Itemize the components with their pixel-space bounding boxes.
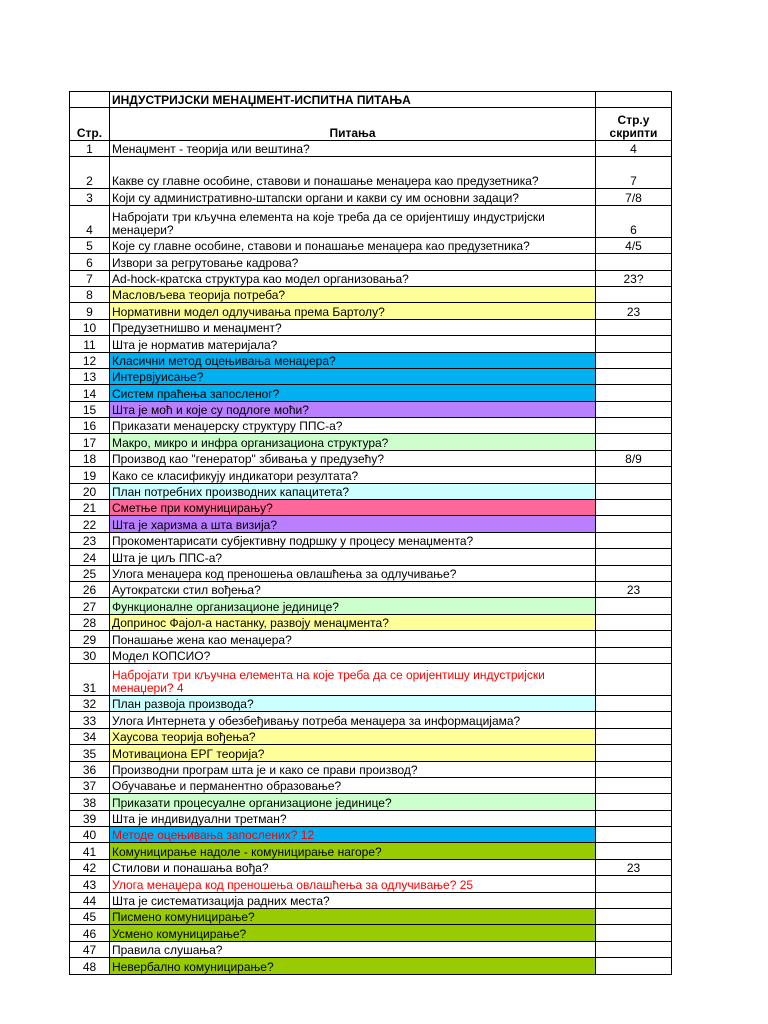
table-row <box>70 205 672 237</box>
row-number: 20 <box>70 483 110 499</box>
row-page <box>596 565 672 581</box>
row-number: 28 <box>70 614 110 630</box>
table-row <box>70 303 672 319</box>
table-row <box>70 941 672 957</box>
row-number: 36 <box>70 761 110 777</box>
row-question: Усмено комуницирање? <box>110 925 596 941</box>
row-question: Шта је норматив материјала? <box>110 336 596 352</box>
row-page <box>596 745 672 761</box>
row-page <box>596 663 672 695</box>
row-number: 13 <box>70 368 110 384</box>
row-page: 23? <box>596 270 672 286</box>
row-page <box>596 500 672 516</box>
table-row <box>70 843 672 859</box>
row-number: 5 <box>70 237 110 253</box>
title-row <box>70 92 672 108</box>
table-row <box>70 141 672 157</box>
row-page <box>596 319 672 335</box>
row-page <box>596 728 672 744</box>
row-page <box>596 761 672 777</box>
row-question: Како се класификују индикатори резултата? <box>110 467 596 483</box>
table-row <box>70 794 672 810</box>
row-question: Менаџмент - теорија или вештина? <box>110 141 596 157</box>
row-question: Сметње при комуницирању? <box>110 500 596 516</box>
row-number: 22 <box>70 516 110 532</box>
row-question: План потребних производних капацитета? <box>110 483 596 499</box>
row-number: 39 <box>70 810 110 826</box>
table-row <box>70 695 672 711</box>
table-row <box>70 237 672 253</box>
row-question: Шта је циљ ППС-а? <box>110 549 596 565</box>
row-page: 7 <box>596 157 672 189</box>
row-question: Интервјуисање? <box>110 368 596 384</box>
table-row <box>70 189 672 205</box>
row-question: Улога менаџера код преношења овлашћења за одлучивање? 25 <box>110 876 596 892</box>
row-number: 1 <box>70 141 110 157</box>
row-question: Модел КОПСИО? <box>110 647 596 663</box>
row-question: Извори за регрутовање кадрова? <box>110 254 596 270</box>
row-number: 46 <box>70 925 110 941</box>
table-row <box>70 286 672 302</box>
row-question: Мотивациона ЕРГ теорија? <box>110 745 596 761</box>
table-row <box>70 761 672 777</box>
row-page <box>596 418 672 434</box>
row-question: Методе оцењивања запослених? 12 <box>110 827 596 843</box>
table-row <box>70 254 672 270</box>
table-row <box>70 581 672 597</box>
row-number: 45 <box>70 909 110 925</box>
row-number: 17 <box>70 434 110 450</box>
row-page <box>596 483 672 499</box>
row-number: 44 <box>70 892 110 908</box>
row-page <box>596 385 672 401</box>
row-page <box>596 827 672 843</box>
row-question: Какве су главне особине, ставови и понашање менаџера као предузетника? <box>110 157 596 189</box>
row-question: Писмено комуницирање? <box>110 909 596 925</box>
table-row <box>70 368 672 384</box>
row-question: Предузетнишво и менаџмент? <box>110 319 596 335</box>
row-page <box>596 516 672 532</box>
row-question: Допринос Фајол-а настанку, развоју менаџмента? <box>110 614 596 630</box>
row-question: Приказати процесуалне организационе јединице? <box>110 794 596 810</box>
row-number: 37 <box>70 777 110 793</box>
questions-table <box>69 91 672 975</box>
row-question: Производни програм шта је и како се прави производ? <box>110 761 596 777</box>
row-page <box>596 909 672 925</box>
table-row <box>70 336 672 352</box>
table-row <box>70 549 672 565</box>
row-number: 38 <box>70 794 110 810</box>
table-row <box>70 418 672 434</box>
table-row <box>70 777 672 793</box>
row-number: 7 <box>70 270 110 286</box>
table-row <box>70 500 672 516</box>
row-page <box>596 777 672 793</box>
table-row <box>70 876 672 892</box>
row-question: Шта је харизма а шта визија? <box>110 516 596 532</box>
row-page <box>596 876 672 892</box>
row-number: 2 <box>70 157 110 189</box>
row-number: 6 <box>70 254 110 270</box>
row-question: Приказати менаџерску структуру ППС-а? <box>110 418 596 434</box>
row-page <box>596 843 672 859</box>
row-number: 8 <box>70 286 110 302</box>
table-row <box>70 401 672 417</box>
row-page <box>596 925 672 941</box>
table-row <box>70 958 672 974</box>
table-row <box>70 909 672 925</box>
row-page <box>596 467 672 483</box>
row-number: 42 <box>70 859 110 875</box>
table-row <box>70 745 672 761</box>
table-row <box>70 516 672 532</box>
row-page <box>596 401 672 417</box>
row-number: 32 <box>70 695 110 711</box>
table-row <box>70 385 672 401</box>
row-page <box>596 958 672 974</box>
row-question: Правила слушања? <box>110 941 596 957</box>
row-question: Шта је моћ и које су подлоге моћи? <box>110 401 596 417</box>
row-number: 25 <box>70 565 110 581</box>
row-number: 47 <box>70 941 110 957</box>
row-page <box>596 712 672 728</box>
row-number: 30 <box>70 647 110 663</box>
table-row <box>70 859 672 875</box>
row-question: Аутократски стил вођења? <box>110 581 596 597</box>
table-row <box>70 483 672 499</box>
row-number: 16 <box>70 418 110 434</box>
row-question: Улога Интернета у обезбеђивању потреба менаџера за информацијама? <box>110 712 596 728</box>
row-number: 35 <box>70 745 110 761</box>
row-number: 34 <box>70 728 110 744</box>
table-row <box>70 827 672 843</box>
row-page: 6 <box>596 205 672 237</box>
title-num-cell <box>70 92 110 108</box>
table-row <box>70 319 672 335</box>
row-page <box>596 368 672 384</box>
row-question: Шта је индивидуални третман? <box>110 810 596 826</box>
row-page <box>596 336 672 352</box>
row-question: Понашање жена као менаџера? <box>110 631 596 647</box>
row-page <box>596 549 672 565</box>
table-row <box>70 352 672 368</box>
row-page <box>596 614 672 630</box>
row-page <box>596 434 672 450</box>
row-question: Макро, микро и инфра организациона структура? <box>110 434 596 450</box>
table-row <box>70 467 672 483</box>
row-number: 29 <box>70 631 110 647</box>
row-question: Хаусова теорија вођења? <box>110 728 596 744</box>
row-page <box>596 647 672 663</box>
table-row <box>70 728 672 744</box>
row-question: Шта је систематизација радних места? <box>110 892 596 908</box>
row-question: Прокоментарисати субјективну подршку у процесу менаџмента? <box>110 532 596 548</box>
table-row <box>70 647 672 663</box>
row-page <box>596 695 672 711</box>
row-question: Које су главне особине, ставови и понашање менаџера као предузетника? <box>110 237 596 253</box>
row-page: 4/5 <box>596 237 672 253</box>
row-question: Класични метод оцењивања менаџера? <box>110 352 596 368</box>
table-row <box>70 925 672 941</box>
row-page: 4 <box>596 141 672 157</box>
row-number: 12 <box>70 352 110 368</box>
table-row <box>70 598 672 614</box>
row-page: 8/9 <box>596 450 672 466</box>
row-number: 4 <box>70 205 110 237</box>
row-question: План развоја производа? <box>110 695 596 711</box>
row-number: 41 <box>70 843 110 859</box>
table-row <box>70 892 672 908</box>
exam-questions-sheet <box>69 91 671 975</box>
row-page: 23 <box>596 581 672 597</box>
table-row <box>70 450 672 466</box>
table-row <box>70 532 672 548</box>
row-number: 48 <box>70 958 110 974</box>
row-question: Стилови и понашања вођа? <box>110 859 596 875</box>
title-page-cell <box>596 92 672 108</box>
table-row <box>70 810 672 826</box>
row-number: 19 <box>70 467 110 483</box>
row-page: 23 <box>596 303 672 319</box>
document-title: ИНДУСТРИЈСКИ МЕНАЏМЕНТ-ИСПИТНА ПИТАЊА <box>110 92 596 108</box>
row-number: 24 <box>70 549 110 565</box>
row-number: 43 <box>70 876 110 892</box>
row-question: Ad-hock-кратска структура као модел организовања? <box>110 270 596 286</box>
row-number: 18 <box>70 450 110 466</box>
row-question: Производ као "генератор" збивања у предузећу? <box>110 450 596 466</box>
row-question: Набројати три кључна елемента на које треба да се оријентишу индустријски менаџери? 4 <box>110 663 596 695</box>
row-question: Улога менаџера код преношења овлашћења за одлучивање? <box>110 565 596 581</box>
row-number: 33 <box>70 712 110 728</box>
row-number: 9 <box>70 303 110 319</box>
row-number: 3 <box>70 189 110 205</box>
row-question: Набројати три кључна елемента на које треба да се оријентишу индустријски менаџери? <box>110 205 596 237</box>
row-question: Масловљева теорија потреба? <box>110 286 596 302</box>
row-number: 15 <box>70 401 110 417</box>
row-question: Обучавање и перманентно образовање? <box>110 777 596 793</box>
table-row <box>70 565 672 581</box>
row-number: 26 <box>70 581 110 597</box>
row-question: Нормативни модел одлучивања према Бартолу? <box>110 303 596 319</box>
row-page <box>596 631 672 647</box>
row-page <box>596 941 672 957</box>
row-page <box>596 286 672 302</box>
row-page <box>596 532 672 548</box>
row-number: 14 <box>70 385 110 401</box>
header-num: Стр. <box>70 108 110 141</box>
table-row <box>70 631 672 647</box>
table-row <box>70 712 672 728</box>
row-page <box>596 892 672 908</box>
row-page <box>596 254 672 270</box>
header-question: Питања <box>110 108 596 141</box>
row-number: 31 <box>70 663 110 695</box>
row-question: Који су административно-штапски органи и какви су им основни задаци? <box>110 189 596 205</box>
row-page: 23 <box>596 859 672 875</box>
row-number: 10 <box>70 319 110 335</box>
table-row <box>70 614 672 630</box>
row-number: 40 <box>70 827 110 843</box>
table-row <box>70 434 672 450</box>
row-number: 23 <box>70 532 110 548</box>
row-page <box>596 598 672 614</box>
row-question: Систем праћења запосленог? <box>110 385 596 401</box>
table-row <box>70 270 672 286</box>
row-page: 7/8 <box>596 189 672 205</box>
row-question: Невербално комуницирање? <box>110 958 596 974</box>
row-number: 21 <box>70 500 110 516</box>
header-page: Стр.у скрипти <box>596 108 672 141</box>
row-number: 27 <box>70 598 110 614</box>
row-page <box>596 352 672 368</box>
row-question: Функционалне организационе јединице? <box>110 598 596 614</box>
row-number: 11 <box>70 336 110 352</box>
table-row <box>70 157 672 189</box>
header-row <box>70 108 672 141</box>
row-question: Комуницирање надоле - комуницирање нагоре? <box>110 843 596 859</box>
row-page <box>596 794 672 810</box>
row-page <box>596 810 672 826</box>
table-row <box>70 663 672 695</box>
